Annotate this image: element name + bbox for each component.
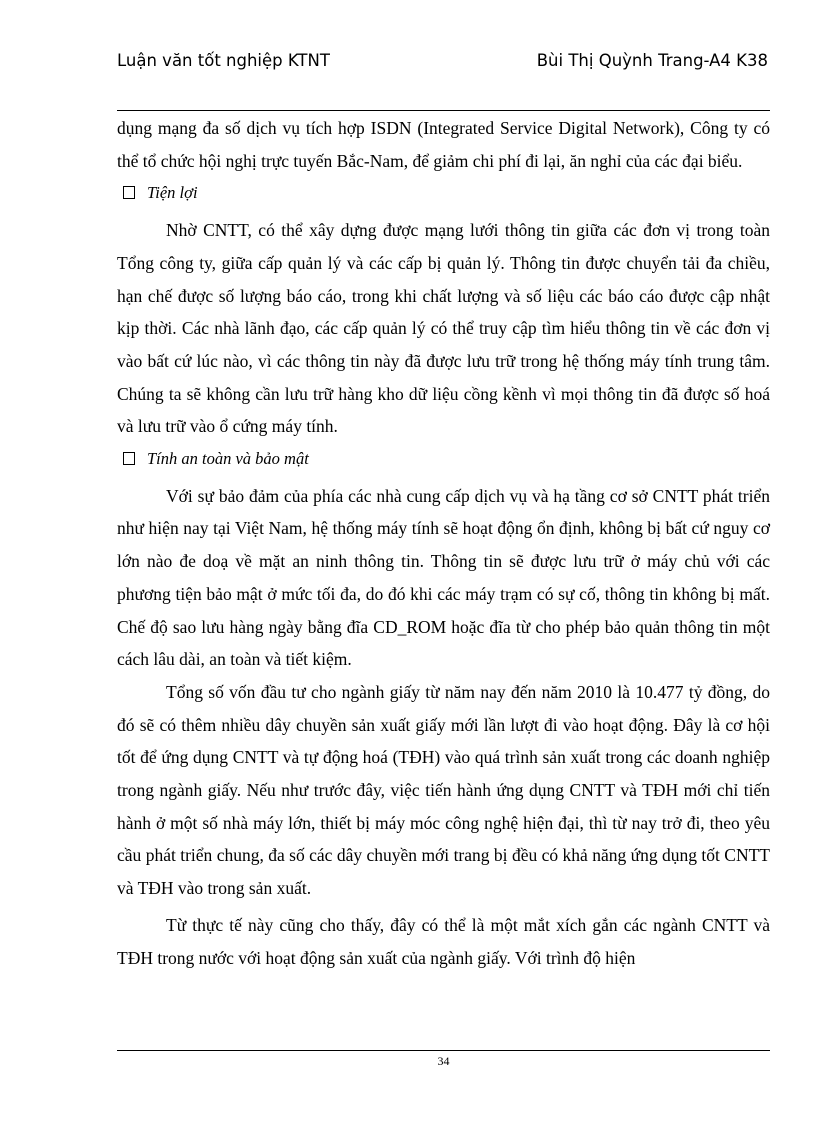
header-divider	[117, 110, 770, 111]
document-body	[117, 112, 770, 974]
bullet-security-label: Tính an toàn và bảo mật	[147, 449, 309, 469]
paragraph-security: Với sự bảo đảm của phía các nhà cung cấp dịch vụ và hạ tầng cơ sở CNTT phát triển như hiện nay tại Việt Nam, hệ thống máy tính sẽ hoạt động ổn định, không bị bất cứ nguy cơ lớn nào đe doạ về mặt an ninh thông tin. Thông tin sẽ được lưu trữ ở máy chủ với các phương tiện bảo mật ở mức tối đa, do đó khi các máy trạm có sự cố, thông tin không bị mất. Chế độ sao lưu hàng ngày bằng đĩa CD_ROM hoặc đĩa từ cho phép bảo quản thông tin một cách lâu dài, an toàn và tiết kiệm.	[117, 485, 770, 670]
page-number: 34	[437, 1054, 450, 1068]
header-thesis-title: Luận văn tốt nghiệp KTNT	[117, 51, 330, 70]
paragraph-investment: Tổng số vốn đầu tư cho ngành giấy từ năm nay đến năm 2010 là 10.477 tỷ đồng, do đó sẽ có thêm nhiều dây chuyền sản xuất giấy mới lần lượt đi vào hoạt động. Đây là cơ hội tốt để ứng dụng CNTT và tự động hoá (TĐH) vào quá trình sản xuất trong các doanh nghiệp trong ngành giấy. Nếu như trước đây, việc tiến hành ứng dụng CNTT và TĐH mới chỉ tiến hành ở một số nhà máy lớn, thiết bị máy móc công nghệ hiện đại, thì từ nay trở đi, theo yêu cầu phát triển chung, đa số các dây chuyền mới trang bị đều có khả năng ứng dụng tốt CNTT và TĐH vào trong sản xuất.	[117, 681, 770, 899]
footer-divider	[117, 1050, 770, 1051]
header-author: Bùi Thị Quỳnh Trang-A4 K38	[536, 51, 768, 70]
paragraph-isdn: dụng mạng đa số dịch vụ tích hợp ISDN (Integrated Service Digital Network), Công ty có thể tổ chức hội nghị trực tuyến Bắc-Nam, để giảm chi phí đi lại, ăn nghỉ của các đại biểu.	[117, 118, 770, 171]
square-bullet-icon	[123, 452, 135, 465]
bullet-security	[117, 443, 770, 476]
square-bullet-icon	[123, 186, 135, 199]
bullet-convenience	[117, 177, 770, 210]
paragraph-conclusion: Từ thực tế này cũng cho thấy, đây có thể là một mắt xích gắn các ngành CNTT và TĐH trong nước với hoạt động sản xuất của ngành giấy. Với trình độ hiện	[117, 914, 770, 968]
bullet-convenience-label: Tiện lợi	[147, 183, 198, 203]
paragraph-convenience: Nhờ CNTT, có thể xây dựng được mạng lưới thông tin giữa các đơn vị trong toàn Tổng công ty, giữa cấp quản lý và các cấp bị quản lý. Thông tin được chuyển tải đa chiều, hạn chế được số lượng báo cáo, trong khi chất lượng và số liệu các báo cáo được cập nhật kịp thời. Các nhà lãnh đạo, các cấp quản lý có thể truy cập tìm hiểu thông tin về các đơn vị vào bất cứ lúc nào, vì các thông tin này đã được lưu trữ trong hệ thống máy tính trung tâm. Chúng ta sẽ không cần lưu trữ hàng kho dữ liệu cồng kềnh vì mọi thông tin đã được số hoá và lưu trữ vào ổ cứng máy tính.	[117, 220, 770, 437]
